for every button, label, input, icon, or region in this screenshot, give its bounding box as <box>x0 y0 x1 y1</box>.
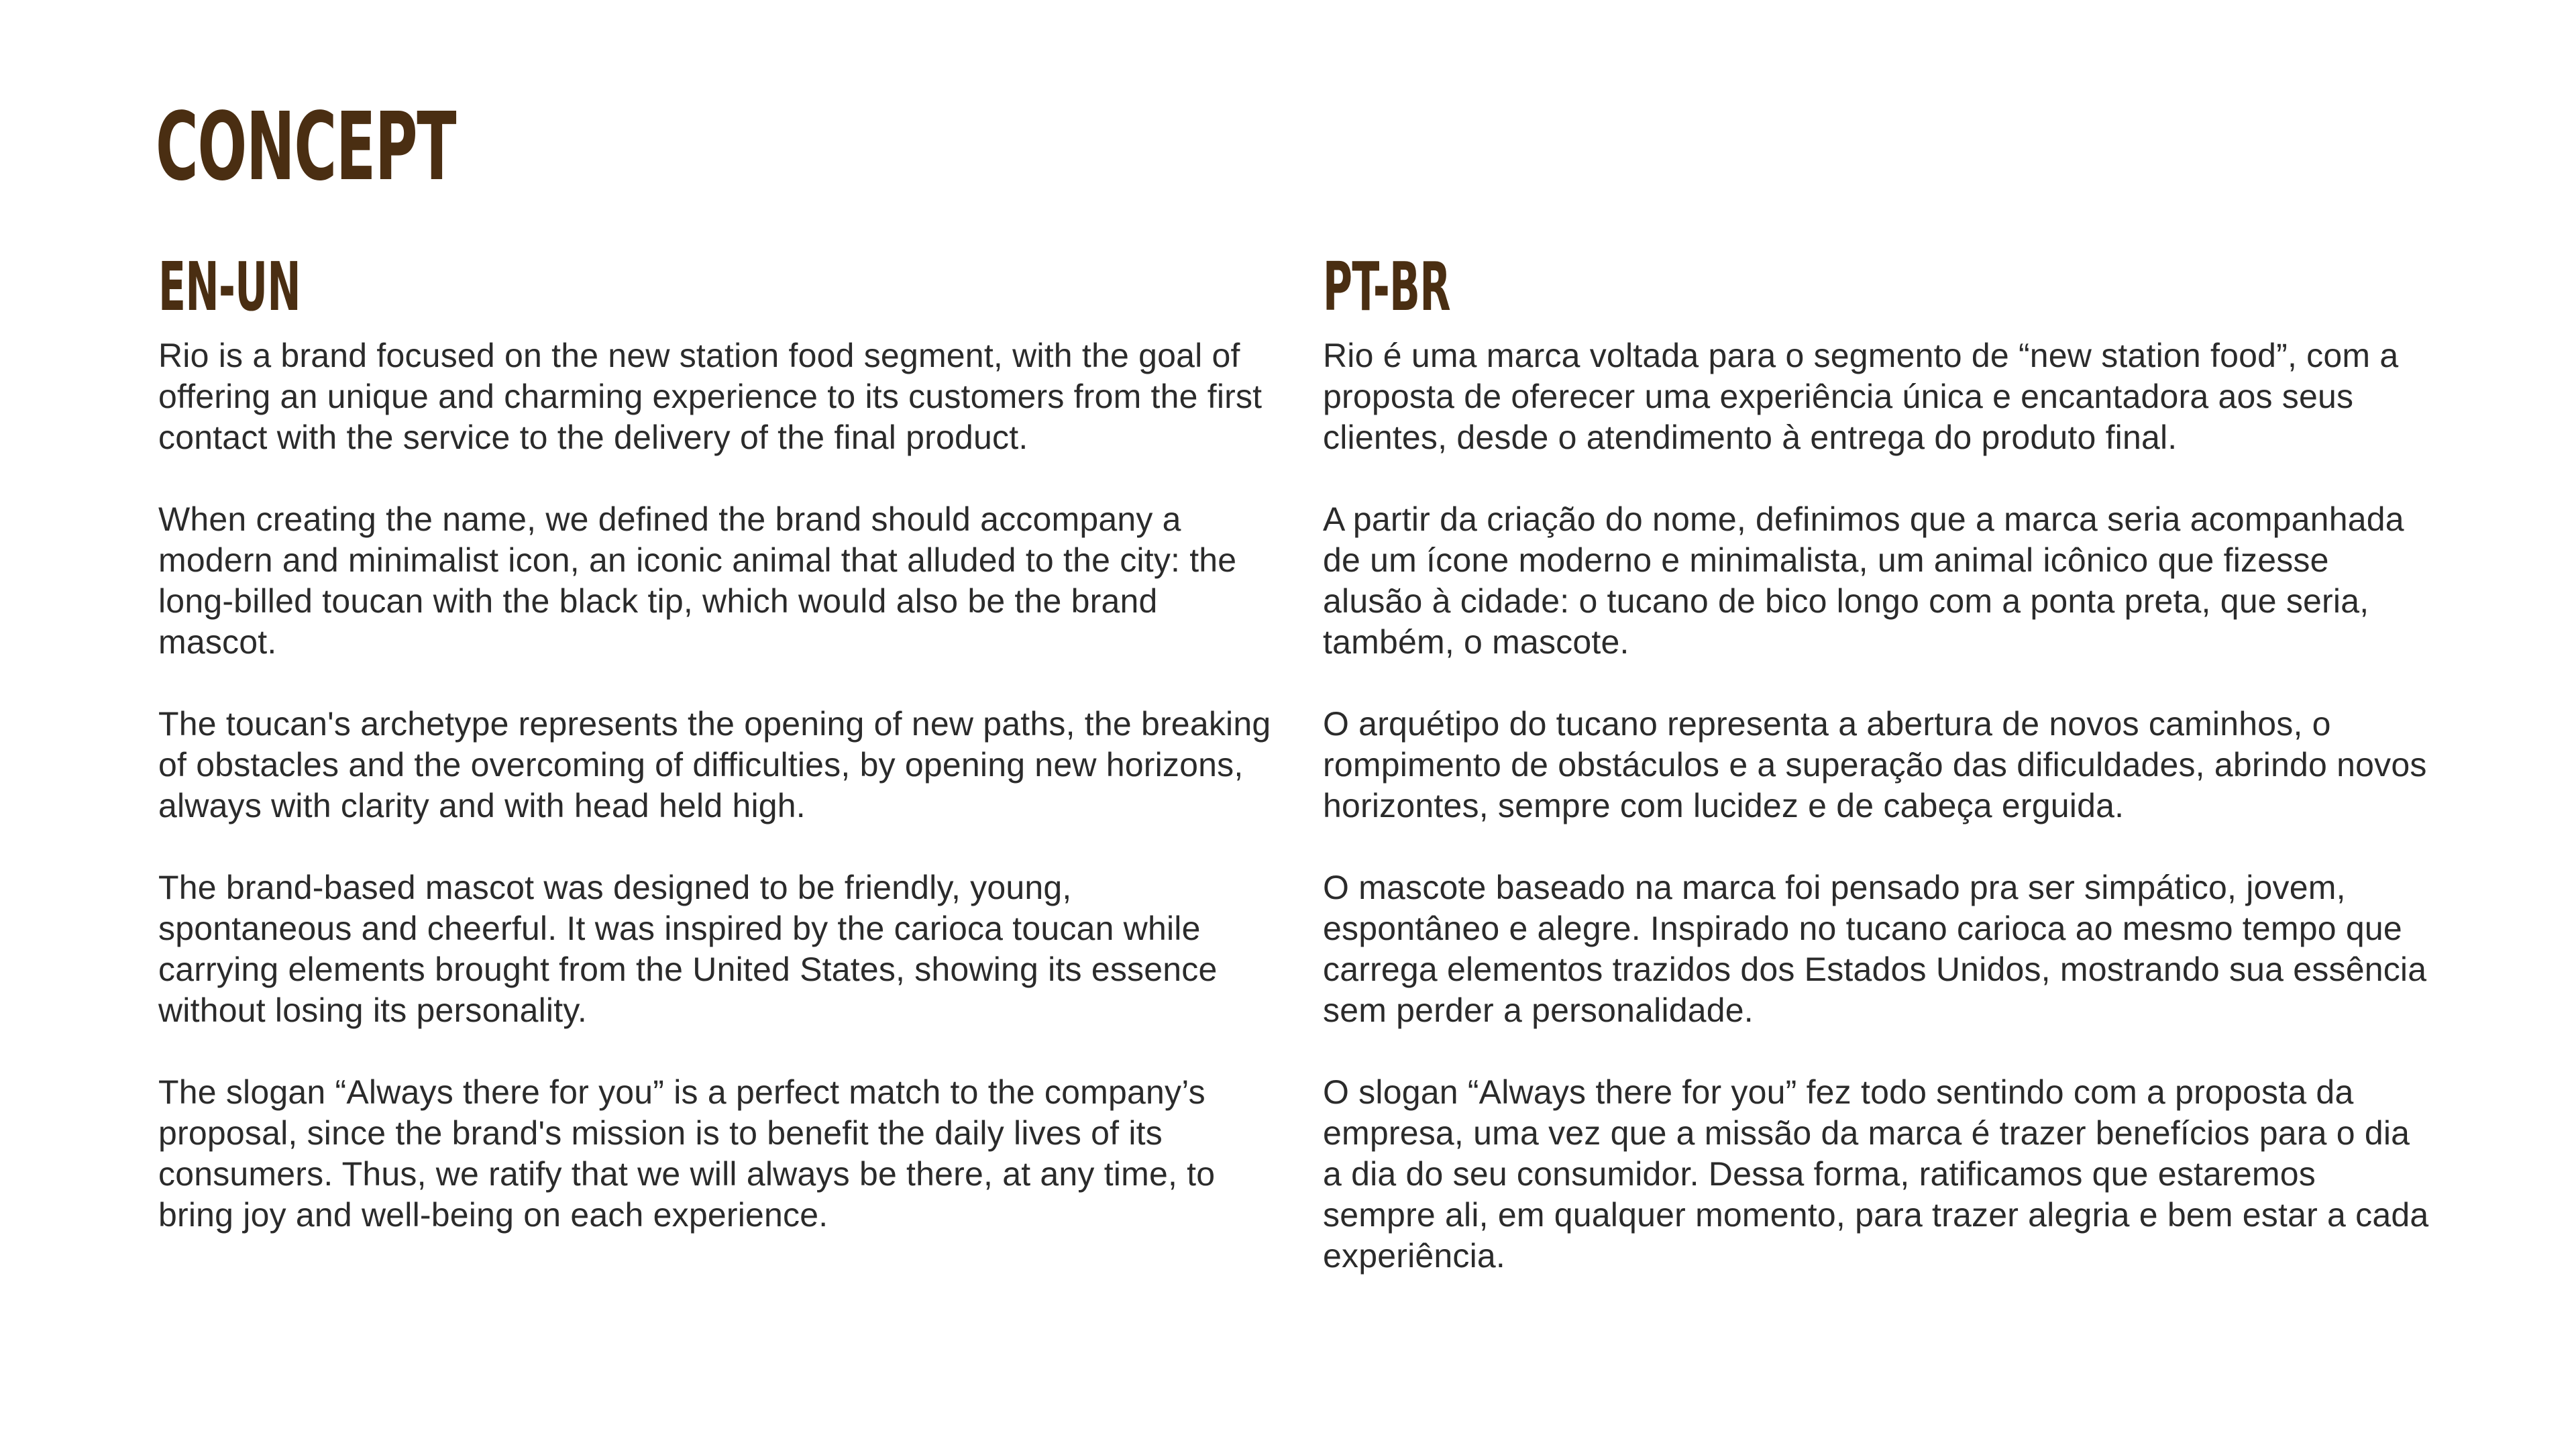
paragraph-pt-4: O mascote baseado na marca foi pensado pra ser simpático, jovem, espontâneo e alegre. Inspirado no tucano carioca ao mesmo tempo que carrega elementos trazidos dos Estados Unidos, mostrando sua essência sem perder a personalidade. <box>1323 869 2427 1029</box>
paragraph-pt-5: O slogan “Always there for you” fez todo sentindo com a proposta da empresa, uma vez que a missão da marca é trazer benefícios para o dia a dia do seu consumidor. Dessa forma, ratificamos que estaremos sempre ali, em qualquer momento, para trazer alegria e bem estar a cada experiência. <box>1323 1073 2429 1275</box>
paragraph-en-4: The brand-based mascot was designed to be friendly, young, spontaneous and cheerful. It was inspired by the carioca toucan while carrying elements brought from the United States, showing its essence without losing its personality. <box>158 869 1218 1029</box>
paragraph-en-2: When creating the name, we defined the brand should accompany a modern and minimalist icon, an iconic animal that alluded to the city: the long-billed toucan with the black tip, which would also be the brand mascot. <box>158 500 1237 661</box>
column-heading-en: EN-UN <box>158 248 301 326</box>
paragraph-pt-1: Rio é uma marca voltada para o segmento de “new station food”, com a proposta de oferecer uma experiência única e encantadora aos seus clientes, desde o atendimento à entrega do produto final. <box>1323 337 2399 456</box>
column-heading-pt: PT-BR <box>1323 248 1450 326</box>
paragraph-pt-2: A partir da criação do nome, definimos que a marca seria acompanhada de um ícone moderno e minimalista, um animal icônico que fizesse alusão à cidade: o tucano de bico longo com a ponta preta, que seria, também, o mascote. <box>1323 500 2404 661</box>
paragraph-en-5: The slogan “Always there for you” is a perfect match to the company’s proposal, since the brand's mission is to benefit the daily lives of its consumers. Thus, we ratify that we will always be there, at any time, to bring joy and well-being on each experience. <box>158 1073 1216 1234</box>
paragraph-en-1: Rio is a brand focused on the new station food segment, with the goal of offering an unique and charming experience to its customers from the first contact with the service to the delivery of the final product. <box>158 337 1263 456</box>
column-en <box>158 248 1272 1277</box>
paragraph-pt-3: O arquétipo do tucano representa a abertura de novos caminhos, o rompimento de obstáculos e a superação das dificuldades, abrindo novos horizontes, sempre com lucidez e de cabeça erguida. <box>1323 705 2427 824</box>
paragraph-en-3: The toucan's archetype represents the opening of new paths, the breaking of obstacles and the overcoming of difficulties, by opening new horizons, always with clarity and with head held high. <box>158 705 1271 824</box>
column-pt <box>1323 248 2436 1318</box>
page-title: CONCEPT <box>156 93 456 202</box>
